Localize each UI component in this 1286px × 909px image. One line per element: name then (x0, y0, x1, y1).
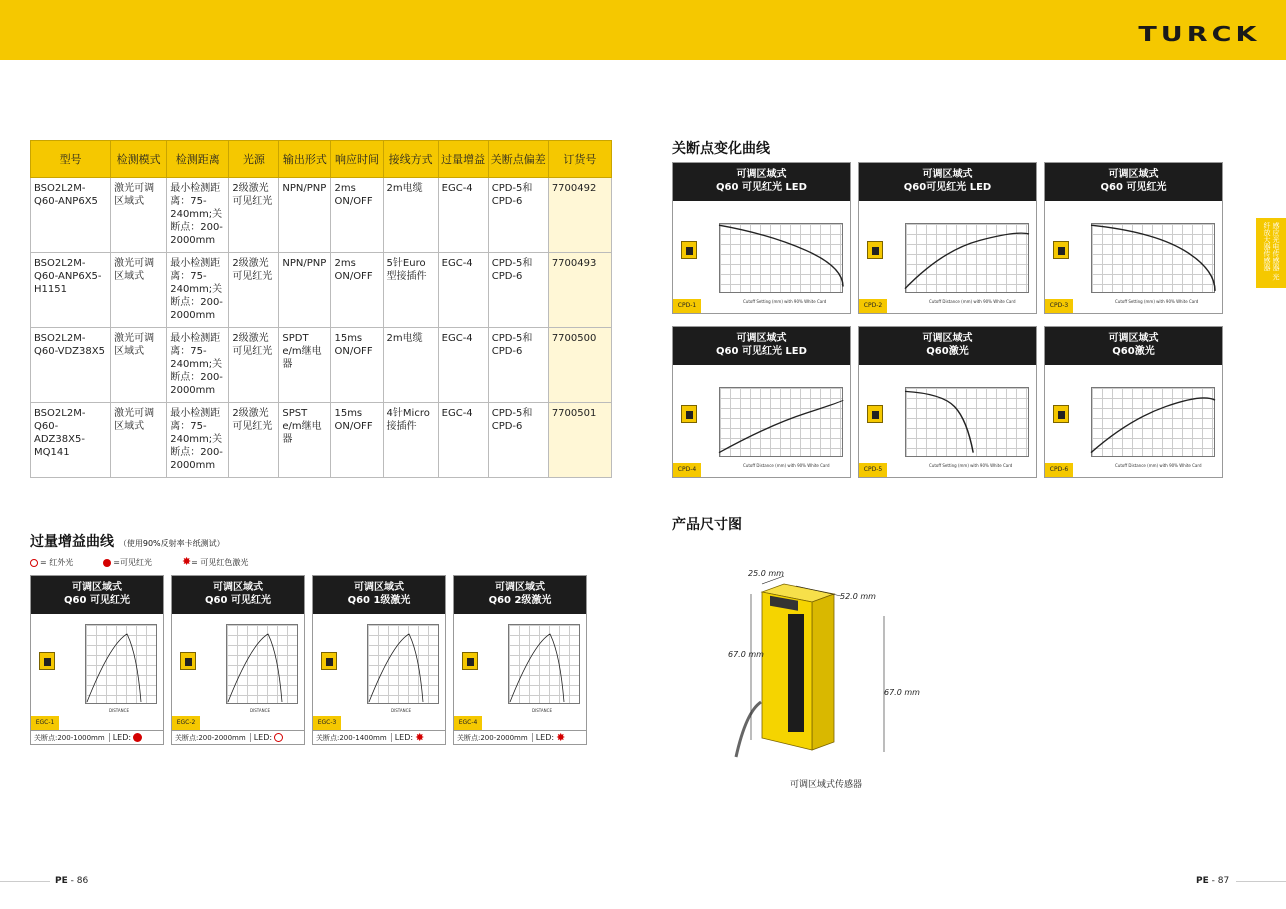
table-cell: BSO2L2M-Q60-ADZ38X5-MQ141 (31, 403, 111, 478)
col-header: 检测距离 (167, 141, 229, 178)
card-title-line2: Q60 可见红光 (205, 595, 271, 606)
table-cell: SPDT e/m继电器 (279, 328, 331, 403)
card-body (454, 614, 586, 730)
legend-visible-red: =可见红光 (103, 557, 152, 568)
sensor-icon (1053, 241, 1069, 259)
card-title-line2: Q60 可见红光 (64, 595, 130, 606)
card-header (172, 576, 304, 614)
cutoff-curve-card (1044, 326, 1223, 478)
table-cell: 2级激光可见红光 (229, 253, 279, 328)
cutoff-curve (1091, 387, 1215, 457)
dim-height-left: 67.0 mm (728, 650, 764, 659)
sensor-icon (462, 652, 478, 670)
card-footer (454, 730, 586, 744)
card-header (454, 576, 586, 614)
infrared-icon (30, 559, 38, 567)
sensor-icon (867, 241, 883, 259)
card-footer (172, 730, 304, 744)
dim-depth: 52.0 mm (840, 592, 876, 601)
gain-x-label: DISTANCE (109, 708, 129, 713)
table-cell: 7700493 (548, 253, 611, 328)
table-cell: CPD-5和CPD-6 (488, 253, 548, 328)
gain-curve (226, 624, 298, 704)
top-banner (0, 0, 1286, 60)
card-tag: CPD-1 (673, 299, 701, 313)
table-cell: 激光可调区域式 (111, 328, 167, 403)
cutoff-x-label: Cutoff Distance (mm) with 90% White Card (929, 299, 1016, 304)
table-cell: 激光可调区域式 (111, 403, 167, 478)
table-cell: 2ms ON/OFF (331, 253, 383, 328)
gain-section-subtitle: （使用90%反射率卡纸测试） (118, 539, 225, 548)
card-tag: EGC-2 (172, 716, 200, 730)
led-indicator: LED: (109, 733, 142, 742)
table-cell: 2级激光可见红光 (229, 328, 279, 403)
card-tag: CPD-5 (859, 463, 887, 477)
red-led-icon (133, 733, 142, 742)
card-title-line2: Q60激光 (926, 346, 969, 357)
card-title-line1: 可调区域式 (495, 582, 545, 593)
col-header: 订货号 (548, 141, 611, 178)
col-header: 关断点偏差 (488, 141, 548, 178)
gain-x-label: DISTANCE (391, 708, 411, 713)
card-title-line1: 可调区域式 (736, 169, 787, 180)
sensor-icon (681, 405, 697, 423)
table-cell: SPST e/m继电器 (279, 403, 331, 478)
cutoff-curve-card (858, 326, 1037, 478)
card-body (673, 365, 850, 477)
table-cell: 7700492 (548, 178, 611, 253)
col-header: 过量增益 (438, 141, 488, 178)
cutoff-range: 关断点:200-1400mm (316, 733, 387, 742)
col-header: 光源 (229, 141, 279, 178)
dim-width: 25.0 mm (748, 569, 784, 578)
table-cell: BSO2L2M-Q60-ANP6X5 (31, 178, 111, 253)
card-title-line1: 可调区域式 (72, 582, 122, 593)
laser-star-icon: ✸ (181, 555, 192, 568)
gain-curve-card (312, 575, 446, 745)
table-row (31, 403, 612, 478)
card-header (859, 327, 1036, 365)
cutoff-curve-card (858, 162, 1037, 314)
card-header (673, 327, 850, 365)
col-header: 检测模式 (111, 141, 167, 178)
gain-curve (85, 624, 157, 704)
card-title-line2: Q60激光 (1112, 346, 1155, 357)
cutoff-section-title: 关断点变化曲线 (672, 141, 770, 157)
card-footer (31, 730, 163, 744)
table-header-row (31, 141, 612, 178)
table-cell: 15ms ON/OFF (331, 403, 383, 478)
col-header: 型号 (31, 141, 111, 178)
card-title-line1: 可调区域式 (1108, 333, 1159, 344)
table-cell: 激光可调区域式 (111, 178, 167, 253)
table-cell: NPN/PNP (279, 178, 331, 253)
legend-infrared: = 红外光 (30, 557, 73, 568)
col-header: 响应时间 (331, 141, 383, 178)
table-cell: 激光可调区域式 (111, 253, 167, 328)
section-side-tab[interactable] (1256, 218, 1286, 288)
laser-led-icon: ✸ (415, 731, 425, 744)
led-indicator: LED: (250, 733, 283, 742)
col-header: 接线方式 (383, 141, 438, 178)
cutoff-x-label: Cutoff Setting (mm) with 90% White Card (1115, 299, 1199, 304)
table-cell: 5针Euro型接插件 (383, 253, 438, 328)
cutoff-curve (905, 387, 1029, 457)
card-title-line2: Q60 可见红光 (1100, 182, 1167, 193)
card-body (172, 614, 304, 730)
gain-curve-card (171, 575, 305, 745)
footer-rule-left (0, 881, 50, 882)
table-row (31, 178, 612, 253)
cutoff-curve (1091, 223, 1215, 293)
cutoff-x-label: Cutoff Setting (mm) with 90% White Card (743, 299, 827, 304)
card-tag: CPD-3 (1045, 299, 1073, 313)
led-indicator: LED: ✸ (532, 733, 566, 742)
table-row (31, 328, 612, 403)
cutoff-range: 关断点:200-1000mm (34, 733, 105, 742)
gain-curve-card (453, 575, 587, 745)
table-cell: CPD-5和CPD-6 (488, 178, 548, 253)
table-cell: 4针Micro接插件 (383, 403, 438, 478)
table-cell: CPD-5和CPD-6 (488, 403, 548, 478)
cutoff-range: 关断点:200-2000mm (457, 733, 528, 742)
table-cell: EGC-4 (438, 328, 488, 403)
cutoff-curve (905, 223, 1029, 293)
card-title-line2: Q60 2级激光 (488, 595, 552, 606)
table-cell: 最小检测距离：75-240mm;关断点：200-2000mm (167, 328, 229, 403)
card-tag: CPD-2 (859, 299, 887, 313)
table-cell: 最小检测距离：75-240mm;关断点：200-2000mm (167, 178, 229, 253)
card-header (673, 163, 850, 201)
card-body (1045, 201, 1222, 313)
table-cell: 7700500 (548, 328, 611, 403)
laser-led-icon: ✸ (556, 731, 566, 744)
card-body (1045, 365, 1222, 477)
card-tag: EGC-3 (313, 716, 341, 730)
cutoff-range: 关断点:200-2000mm (175, 733, 246, 742)
table-cell: 7700501 (548, 403, 611, 478)
gain-curve-card (30, 575, 164, 745)
card-title-line2: Q60 1级激光 (347, 595, 411, 606)
cutoff-curve-card (672, 326, 851, 478)
side-tab-label: 感应光电传感器 光纤放大器传感器 (1263, 222, 1280, 281)
card-tag: EGC-1 (31, 716, 59, 730)
visible-red-icon (103, 559, 111, 567)
table-cell: 最小检测距离：75-240mm;关断点：200-2000mm (167, 253, 229, 328)
card-tag: CPD-4 (673, 463, 701, 477)
cutoff-x-label: Cutoff Distance (mm) with 90% White Card (1115, 463, 1202, 468)
page-number-left: PE - 86 (55, 876, 89, 886)
sensor-icon (39, 652, 55, 670)
footer-rule-right (1236, 881, 1286, 882)
card-title-line2: Q60 可见红光 LED (716, 346, 807, 357)
card-header (313, 576, 445, 614)
card-title-line2: Q60 可见红光 LED (716, 182, 807, 193)
cutoff-curve-card (672, 162, 851, 314)
spec-table (30, 140, 612, 478)
card-title-line1: 可调区域式 (213, 582, 263, 593)
cutoff-curve-card (1044, 162, 1223, 314)
sensor-icon (180, 652, 196, 670)
table-cell: EGC-4 (438, 253, 488, 328)
light-source-legend (30, 557, 248, 568)
dimension-section-title: 产品尺寸图 (672, 517, 742, 533)
gain-section-title: 过量增益曲线 （使用90%反射率卡纸测试） (30, 534, 225, 550)
card-title-line1: 可调区域式 (736, 333, 787, 344)
card-title-line1: 可调区域式 (354, 582, 404, 593)
gain-x-label: DISTANCE (532, 708, 552, 713)
table-cell: 2m电缆 (383, 328, 438, 403)
card-title-line1: 可调区域式 (922, 169, 973, 180)
card-body (859, 201, 1036, 313)
table-cell: EGC-4 (438, 403, 488, 478)
card-header (31, 576, 163, 614)
cutoff-curve (719, 387, 843, 457)
card-tag: CPD-6 (1045, 463, 1073, 477)
table-cell: 15ms ON/OFF (331, 328, 383, 403)
card-header (1045, 327, 1222, 365)
led-indicator: LED: ✸ (391, 733, 425, 742)
table-cell: 2m电缆 (383, 178, 438, 253)
table-row (31, 253, 612, 328)
gain-curve (367, 624, 439, 704)
card-body (673, 201, 850, 313)
dim-height-right: 67.0 mm (884, 688, 920, 697)
card-header (1045, 163, 1222, 201)
cutoff-x-label: Cutoff Distance (mm) with 90% White Card (743, 463, 830, 468)
table-cell: BSO2L2M-Q60-ANP6X5-H1151 (31, 253, 111, 328)
card-body (859, 365, 1036, 477)
dimension-caption: 可调区域式传感器 (790, 780, 863, 790)
gain-x-label: DISTANCE (250, 708, 270, 713)
cutoff-x-label: Cutoff Setting (mm) with 90% White Card (929, 463, 1013, 468)
table-cell: EGC-4 (438, 178, 488, 253)
card-footer (313, 730, 445, 744)
page-number-right: PE - 87 (1196, 876, 1230, 886)
card-header (859, 163, 1036, 201)
table-cell: 2级激光可见红光 (229, 403, 279, 478)
sensor-icon (321, 652, 337, 670)
table-cell: CPD-5和CPD-6 (488, 328, 548, 403)
card-body (313, 614, 445, 730)
sensor-icon (1053, 405, 1069, 423)
cutoff-curve (719, 223, 843, 293)
table-cell: 2级激光可见红光 (229, 178, 279, 253)
table-cell: 2ms ON/OFF (331, 178, 383, 253)
card-body (31, 614, 163, 730)
table-cell: NPN/PNP (279, 253, 331, 328)
card-title-line2: Q60可见红光 LED (903, 182, 992, 193)
sensor-icon (681, 241, 697, 259)
infrared-led-icon (274, 733, 283, 742)
card-title-line1: 可调区域式 (922, 333, 973, 344)
table-cell: 最小检测距离：75-240mm;关断点：200-2000mm (167, 403, 229, 478)
col-header: 输出形式 (279, 141, 331, 178)
gain-curve (508, 624, 580, 704)
turck-logo: TURCK (1137, 22, 1260, 46)
card-title-line1: 可调区域式 (1108, 169, 1159, 180)
legend-red-laser: ✸= 可见红色激光 (181, 555, 249, 568)
sensor-icon (867, 405, 883, 423)
table-cell: BSO2L2M-Q60-VDZ38X5 (31, 328, 111, 403)
card-tag: EGC-4 (454, 716, 482, 730)
